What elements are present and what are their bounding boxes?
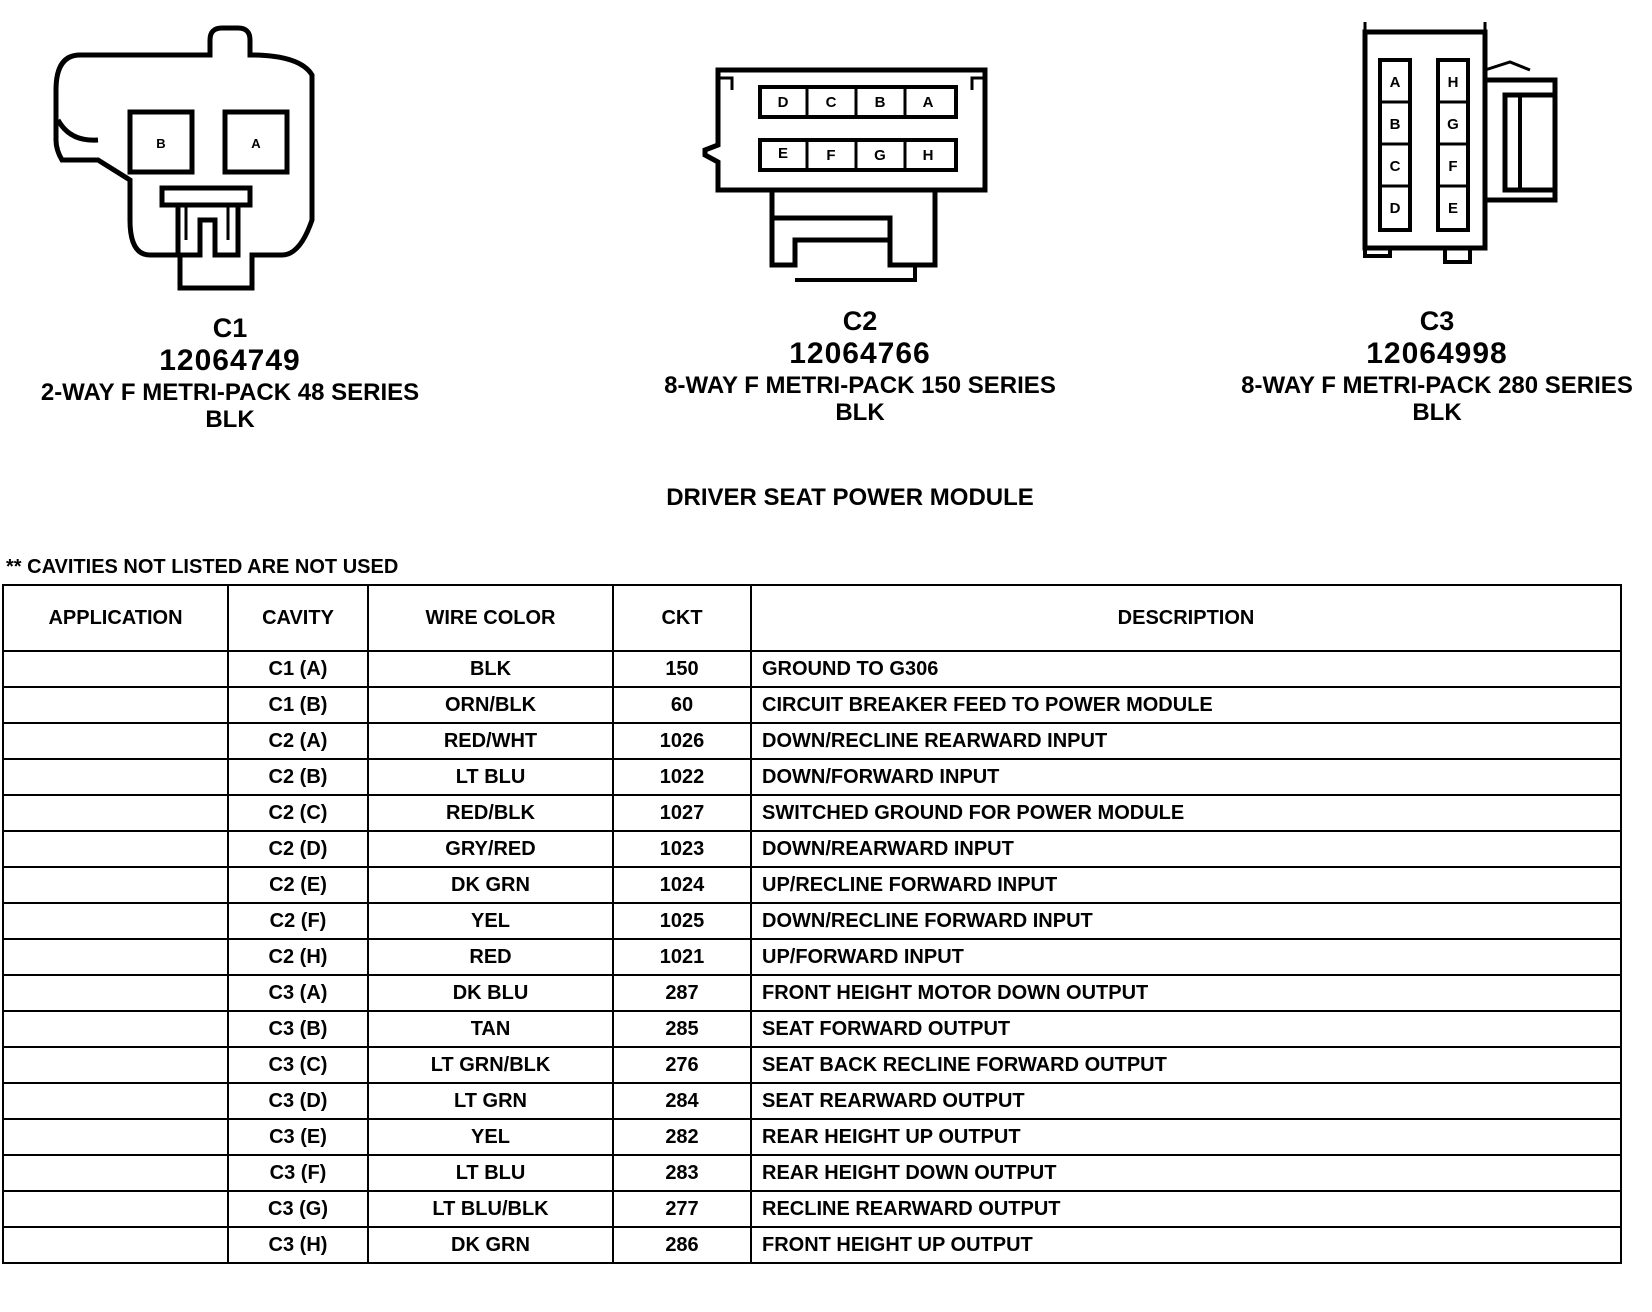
description-cell: SEAT FORWARD OUTPUT	[751, 1011, 1621, 1047]
wire-color-cell: TAN	[368, 1011, 613, 1047]
table-row	[3, 1083, 1621, 1119]
application-cell	[3, 939, 228, 975]
c3-cavity-a-label: A	[1389, 74, 1401, 91]
table-row	[3, 795, 1621, 831]
c1-cavity-b-label: B	[156, 136, 166, 151]
ckt-cell: 282	[613, 1119, 751, 1155]
header-cavity: CAVITY	[228, 585, 368, 651]
connector-c1-caption	[0, 313, 460, 434]
description-cell: UP/RECLINE FORWARD INPUT	[751, 867, 1621, 903]
description-cell: REAR HEIGHT DOWN OUTPUT	[751, 1155, 1621, 1191]
cavity-cell: C2 (A)	[228, 723, 368, 759]
description-cell: RECLINE REARWARD OUTPUT	[751, 1191, 1621, 1227]
wire-color-cell: RED/WHT	[368, 723, 613, 759]
wire-color-cell: RED/BLK	[368, 795, 613, 831]
wire-color-cell: GRY/RED	[368, 831, 613, 867]
application-cell	[3, 903, 228, 939]
ckt-cell: 287	[613, 975, 751, 1011]
ckt-cell: 1027	[613, 795, 751, 831]
table-row	[3, 651, 1621, 687]
cavity-cell: C2 (E)	[228, 867, 368, 903]
c2-cavity-f-label: F	[826, 147, 836, 164]
table-row	[3, 831, 1621, 867]
c2-cavity-h-label: H	[922, 147, 934, 164]
application-cell	[3, 1191, 228, 1227]
connector-id: C2	[842, 306, 878, 336]
connector-c3-caption	[1222, 306, 1652, 427]
c3-cavity-f-label: F	[1448, 158, 1458, 175]
application-cell	[3, 759, 228, 795]
wire-color-cell: LT GRN	[368, 1083, 613, 1119]
cavity-cell: C2 (H)	[228, 939, 368, 975]
c2-cavity-g-label: G	[874, 147, 886, 164]
part-number: 12064998	[1366, 337, 1508, 371]
table-row	[3, 759, 1621, 795]
table-row	[3, 975, 1621, 1011]
c2-cavity-e-label: E	[777, 145, 789, 162]
description-cell: UP/FORWARD INPUT	[751, 939, 1621, 975]
cavity-cell: C3 (G)	[228, 1191, 368, 1227]
pinout-table	[2, 584, 1622, 1264]
cavity-cell: C3 (F)	[228, 1155, 368, 1191]
connector-c2-caption	[630, 306, 1090, 427]
application-cell	[3, 1083, 228, 1119]
description-cell: SEAT BACK RECLINE FORWARD OUTPUT	[751, 1047, 1621, 1083]
module-title: DRIVER SEAT POWER MODULE	[666, 484, 1034, 511]
cavity-cell: C2 (B)	[228, 759, 368, 795]
wire-color-cell: YEL	[368, 903, 613, 939]
c2-cavity-a-label: A	[922, 94, 934, 111]
wire-color-cell: DK GRN	[368, 1227, 613, 1263]
cavity-cell: C2 (D)	[228, 831, 368, 867]
wire-color-cell: BLK	[368, 651, 613, 687]
ckt-cell: 1024	[613, 867, 751, 903]
ckt-cell: 60	[613, 687, 751, 723]
part-number: 12064766	[789, 337, 931, 371]
connector-color: BLK	[1412, 399, 1462, 427]
c2-cavity-c-label: C	[825, 94, 837, 111]
cavity-note: ** CAVITIES NOT LISTED ARE NOT USED	[6, 556, 399, 578]
description-cell: SEAT REARWARD OUTPUT	[751, 1083, 1621, 1119]
ckt-cell: 286	[613, 1227, 751, 1263]
cavity-cell: C2 (C)	[228, 795, 368, 831]
description-cell: GROUND TO G306	[751, 651, 1621, 687]
connector-series: 2-WAY F METRI-PACK 48 SERIES	[40, 378, 420, 406]
connector-color: BLK	[835, 399, 885, 427]
table-row	[3, 903, 1621, 939]
application-cell	[3, 687, 228, 723]
cavity-cell: C3 (E)	[228, 1119, 368, 1155]
c2-cavity-d-label: D	[777, 94, 789, 111]
application-cell	[3, 723, 228, 759]
c2-cavity-b-label: B	[874, 94, 886, 111]
ckt-cell: 1026	[613, 723, 751, 759]
part-number: 12064749	[159, 344, 301, 378]
wire-color-cell: LT BLU	[368, 759, 613, 795]
ckt-cell: 284	[613, 1083, 751, 1119]
ckt-cell: 285	[613, 1011, 751, 1047]
application-cell	[3, 831, 228, 867]
ckt-cell: 150	[613, 651, 751, 687]
cavity-cell: C3 (A)	[228, 975, 368, 1011]
description-cell: FRONT HEIGHT UP OUTPUT	[751, 1227, 1621, 1263]
description-cell: DOWN/RECLINE REARWARD INPUT	[751, 723, 1621, 759]
ckt-cell: 276	[613, 1047, 751, 1083]
wire-color-cell: LT GRN/BLK	[368, 1047, 613, 1083]
cavity-cell: C1 (A)	[228, 651, 368, 687]
ckt-cell: 1023	[613, 831, 751, 867]
cavity-cell: C3 (D)	[228, 1083, 368, 1119]
table-row	[3, 1047, 1621, 1083]
table-row	[3, 1119, 1621, 1155]
ckt-cell: 283	[613, 1155, 751, 1191]
c3-cavity-b-label: B	[1389, 116, 1401, 133]
application-cell	[3, 975, 228, 1011]
connector-color: BLK	[205, 406, 255, 434]
cavity-cell: C1 (B)	[228, 687, 368, 723]
table-row	[3, 1011, 1621, 1047]
connector-series: 8-WAY F METRI-PACK 280 SERIES	[1241, 371, 1633, 399]
description-cell: CIRCUIT BREAKER FEED TO POWER MODULE	[751, 687, 1621, 723]
wire-color-cell: ORN/BLK	[368, 687, 613, 723]
table-row	[3, 939, 1621, 975]
c3-cavity-d-label: D	[1389, 200, 1401, 217]
ckt-cell: 1025	[613, 903, 751, 939]
connector-series: 8-WAY F METRI-PACK 150 SERIES	[664, 371, 1056, 399]
description-cell: REAR HEIGHT UP OUTPUT	[751, 1119, 1621, 1155]
header-wire-color: WIRE COLOR	[368, 585, 613, 651]
application-cell	[3, 867, 228, 903]
cavity-cell: C3 (B)	[228, 1011, 368, 1047]
ckt-cell: 1022	[613, 759, 751, 795]
wire-color-cell: RED	[368, 939, 613, 975]
wire-color-cell: LT BLU	[368, 1155, 613, 1191]
connector-id: C3	[1419, 306, 1455, 336]
table-header-row	[3, 585, 1621, 651]
description-cell: DOWN/RECLINE FORWARD INPUT	[751, 903, 1621, 939]
table-row	[3, 687, 1621, 723]
cavity-cell: C3 (C)	[228, 1047, 368, 1083]
table-row	[3, 723, 1621, 759]
application-cell	[3, 1227, 228, 1263]
c3-cavity-h-label: H	[1447, 74, 1459, 91]
header-application: APPLICATION	[3, 585, 228, 651]
cavity-cell: C2 (F)	[228, 903, 368, 939]
c3-cavity-c-label: C	[1389, 158, 1401, 175]
application-cell	[3, 1011, 228, 1047]
description-cell: DOWN/FORWARD INPUT	[751, 759, 1621, 795]
wire-color-cell: DK GRN	[368, 867, 613, 903]
connector-id: C1	[212, 313, 248, 343]
table-row	[3, 867, 1621, 903]
ckt-cell: 277	[613, 1191, 751, 1227]
table-row	[3, 1227, 1621, 1263]
description-cell: DOWN/REARWARD INPUT	[751, 831, 1621, 867]
application-cell	[3, 1047, 228, 1083]
header-ckt: CKT	[613, 585, 751, 651]
wire-color-cell: YEL	[368, 1119, 613, 1155]
header-description: DESCRIPTION	[751, 585, 1621, 651]
cavity-cell: C3 (H)	[228, 1227, 368, 1263]
c3-cavity-e-label: E	[1447, 200, 1459, 217]
table-row	[3, 1155, 1621, 1191]
description-cell: SWITCHED GROUND FOR POWER MODULE	[751, 795, 1621, 831]
application-cell	[3, 1155, 228, 1191]
application-cell	[3, 795, 228, 831]
wire-color-cell: LT BLU/BLK	[368, 1191, 613, 1227]
c3-cavity-g-label: G	[1447, 116, 1459, 133]
ckt-cell: 1021	[613, 939, 751, 975]
c1-cavity-a-label: A	[251, 136, 261, 151]
description-cell: FRONT HEIGHT MOTOR DOWN OUTPUT	[751, 975, 1621, 1011]
application-cell	[3, 651, 228, 687]
wire-color-cell: DK BLU	[368, 975, 613, 1011]
table-row	[3, 1191, 1621, 1227]
application-cell	[3, 1119, 228, 1155]
